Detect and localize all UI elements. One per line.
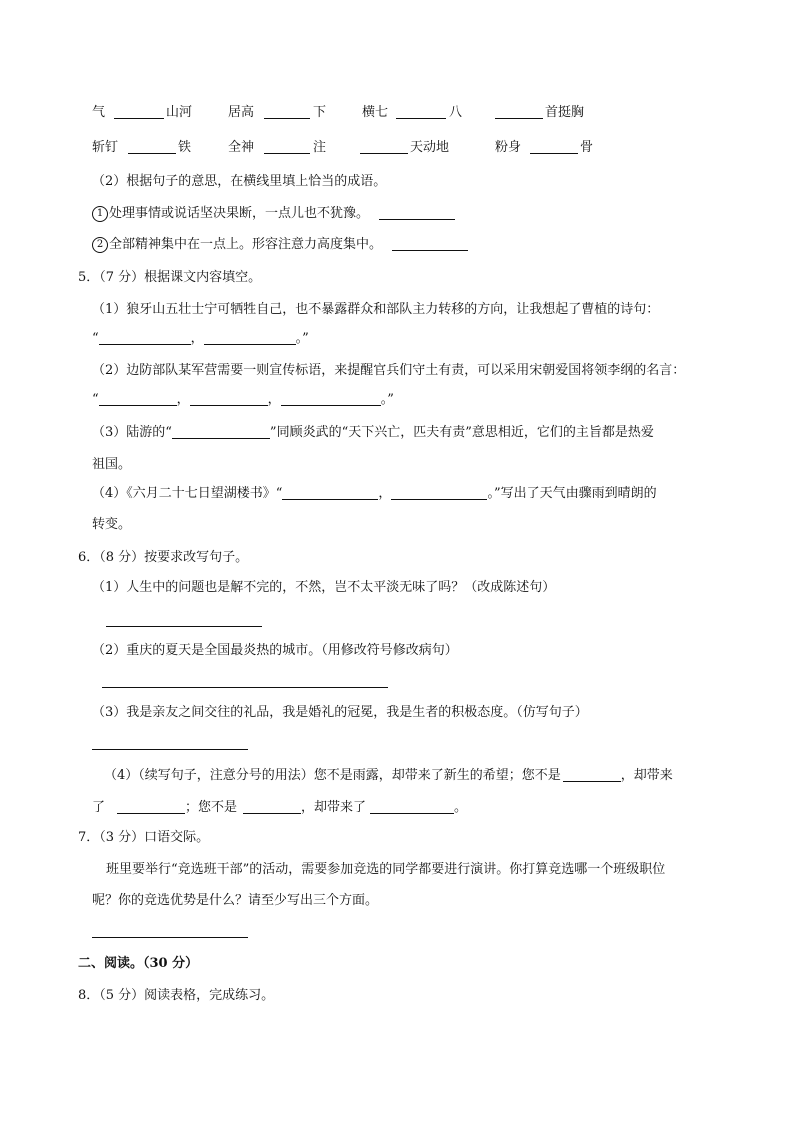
q6-part4-text: ；您不是 — [185, 800, 238, 815]
idiom-text: 全神 — [228, 140, 255, 155]
comma: ， — [378, 486, 392, 501]
idiom-blank[interactable] — [264, 138, 310, 158]
answer-line[interactable] — [92, 749, 248, 750]
circled-number-1: 1 — [92, 206, 108, 222]
q6-part4-text: 了 — [92, 800, 106, 815]
answer-blank[interactable] — [370, 799, 454, 814]
quote-mark: “ — [92, 331, 99, 346]
idiom-text: 天动地 — [410, 140, 450, 155]
answer-blank[interactable] — [99, 330, 191, 345]
q6-part4 — [104, 766, 673, 786]
idiom-text: 山河 — [166, 105, 193, 120]
idiom-text: 横七 — [362, 105, 389, 120]
q6-title: 6．（8 分）按要求改写句子。 — [78, 550, 249, 565]
idiom-text: 注 — [313, 140, 327, 155]
q7-body-line1: 班里要举行“竞选班干部”的活动，需要参加竞选的同学都要进行演讲。你打算竞选哪一个班级职位 — [106, 862, 666, 877]
idiom-text: 下 — [313, 105, 327, 120]
idiom-text: 首挺胸 — [545, 105, 585, 120]
idiom-blank[interactable] — [114, 103, 164, 123]
q4-item-1 — [92, 204, 455, 224]
q5-part4-text: （4）《六月二十七日望湖楼书》“ — [92, 486, 283, 501]
quote-close: 。” — [295, 331, 309, 346]
q7-title: 7．（3 分）口语交际。 — [78, 830, 210, 845]
answer-blank[interactable] — [172, 424, 270, 439]
idiom-blank[interactable] — [360, 138, 408, 158]
q5-part1-answer — [92, 329, 309, 349]
q8-title: 8．（5 分）阅读表格，完成练习。 — [78, 988, 275, 1003]
section-reading-heading: 二、阅读。（30 分） — [78, 956, 199, 971]
quote-close: 。” — [380, 392, 394, 407]
q7-body-line2: 呢？你的竞选优势是什么？请至少写出三个方面。 — [92, 893, 379, 908]
idiom-text: 粉身 — [495, 140, 522, 155]
q5-part4-text: 。”写出了天气由骤雨到晴朗的 — [487, 486, 657, 501]
q6-part3: （3）我是亲友之间交往的礼品，我是婚礼的冠冕，我是生者的积极态度。（仿写句子） — [92, 705, 588, 720]
q6-part4-text: （4）（续写句子，注意分号的用法）您不是雨露，却带来了新生的希望；您不是 — [104, 768, 561, 783]
answer-blank[interactable] — [243, 799, 301, 814]
q4-item-2-text: 全部精神集中在一点上。形容注意力高度集中。 — [109, 237, 383, 252]
q4-item-1-text: 处理事情或说话坚决果断，一点儿也不犹豫。 — [109, 206, 370, 221]
idiom-text: 居高 — [228, 105, 255, 120]
idiom-blank[interactable] — [530, 138, 578, 158]
answer-line[interactable] — [106, 626, 262, 627]
q5-part2: （2）边防部队某军营需要一则宣传标语，来提醒官兵们守土有责，可以采用宋朝爱国将领李纲的名言： — [92, 363, 686, 378]
q6-part4-text: ，却带来了 — [301, 800, 367, 815]
answer-blank[interactable] — [117, 799, 185, 814]
q5-title: 5．（7 分）根据课文内容填空。 — [78, 270, 262, 285]
q4-part2-instruction: （2）根据句子的意思，在横线里填上恰当的成语。 — [92, 174, 387, 189]
q5-part3-text: ”同顾炎武的“天下兴亡，匹夫有责”意思相近，它们的主旨都是热爱 — [269, 425, 654, 440]
answer-blank[interactable] — [204, 330, 296, 345]
idiom-text: 骨 — [580, 140, 594, 155]
answer-blank[interactable] — [379, 205, 455, 220]
idiom-blank[interactable] — [495, 103, 543, 123]
answer-blank[interactable] — [282, 485, 378, 500]
idiom-text: 八 — [449, 105, 463, 120]
q6-part4-text: 。 — [454, 800, 468, 815]
q5-part4 — [92, 484, 657, 504]
answer-blank[interactable] — [391, 485, 487, 500]
q4-item-2 — [92, 235, 468, 255]
q5-part4-cont: 转变。 — [92, 517, 132, 532]
answer-line[interactable] — [102, 687, 388, 688]
idiom-text: 气 — [92, 105, 106, 120]
answer-blank[interactable] — [190, 391, 268, 406]
answer-blank[interactable] — [563, 767, 621, 782]
answer-blank[interactable] — [392, 236, 468, 251]
q6-part4-cont — [92, 798, 467, 818]
answer-line[interactable] — [92, 937, 248, 938]
idiom-text: 铁 — [178, 140, 192, 155]
q6-part2: （2）重庆的夏天是全国最炎热的城市。（用修改符号修改病句） — [92, 643, 458, 658]
comma: ， — [267, 392, 281, 407]
comma: ， — [190, 331, 204, 346]
answer-blank[interactable] — [281, 391, 381, 406]
q6-part1: （1）人生中的问题也是解不完的，不然，岂不太平淡无味了吗？（改成陈述句） — [92, 580, 556, 595]
circled-number-2: 2 — [92, 237, 108, 253]
idiom-blank[interactable] — [128, 138, 176, 158]
q5-part2-answer — [92, 390, 394, 410]
q5-part1: （1）狼牙山五壮士宁可牺牲自己，也不暴露群众和部队主力转移的方向，让我想起了曹植的诗句： — [92, 302, 660, 317]
q6-part4-text: ，却带来 — [620, 768, 673, 783]
q5-part3-text: （3）陆游的“ — [92, 425, 172, 440]
q5-part3-cont: 祖国。 — [92, 457, 132, 472]
answer-blank[interactable] — [99, 391, 177, 406]
quote-mark: “ — [92, 392, 99, 407]
comma: ， — [176, 392, 190, 407]
idiom-blank[interactable] — [264, 103, 310, 123]
idiom-text: 斩钉 — [92, 140, 119, 155]
q5-part3 — [92, 423, 654, 443]
idiom-blank[interactable] — [396, 103, 446, 123]
